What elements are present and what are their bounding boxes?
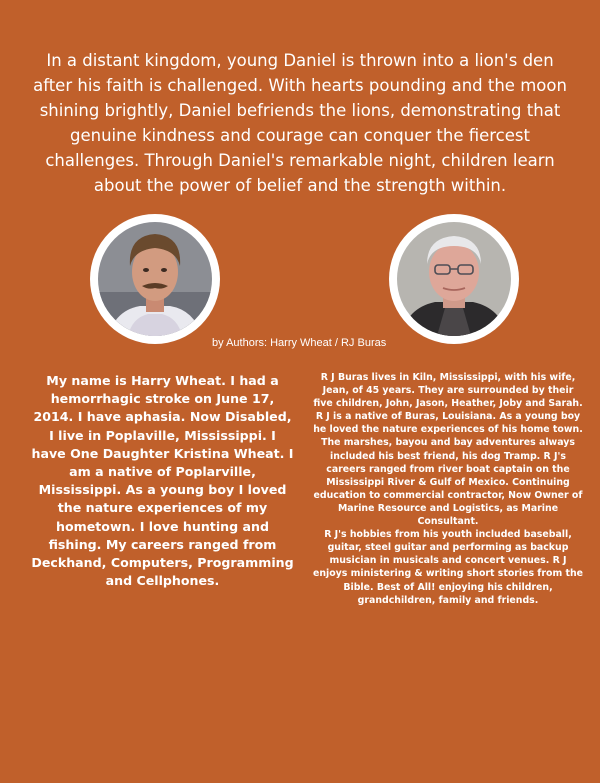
portrait-rj-buras: [397, 222, 511, 336]
bio-harry-wheat: My name is Harry Wheat. I had a hemorrhagic stroke on June 17, 2014. I have aphasia. Now Disabled, I live in Poplaville, Mississippi. I have One Daughter Kristina Wheat. I am a native of Poplarville, Mississippi. As a young boy I loved the nature experiences of my hometown. I love hunting and fishing. My careers ranged from Deckhand, Computers, Programming and Cellphones.: [31, 373, 294, 589]
portrait-harry-wheat: [98, 222, 212, 336]
book-synopsis: In a distant kingdom, young Daniel is thrown into a lion's den after his faith is challenged. With hearts pounding and the moon shining brightly, Daniel befriends the lions, demonstrating that genuine kindness and courage can conquer the fiercest challenges. Through Daniel's remarkable night, children learn about the power of belief and the strength within.: [33, 51, 567, 195]
bio-rj-buras: [313, 371, 583, 607]
authors-byline: by Authors: Harry Wheat / RJ Buras: [212, 337, 387, 349]
author-photo-harry-wheat: [90, 214, 220, 344]
author-photo-rj-buras: [389, 214, 519, 344]
bio-rj-paragraph-2: R J's hobbies from his youth included baseball, guitar, steel guitar and performing as backup musician in musicals and concert venues. R J enjoys ministering & writing short stories from the Bible. Best of All! enjoying his children, grandchildren, family and friends.: [313, 529, 583, 606]
bio-rj-paragraph-1: R J Buras lives in Kiln, Mississippi, with his wife, Jean, of 45 years. They are surrounded by their five children, John, Jason, Heather, Joby and Sarah. R J is a native of Buras, Louisiana. As a young boy he loved the nature experiences of his home town. The marshes, bayou and bay adventures always included his best friend, his dog Tramp. R J's careers ranged from river boat captain on the Mississippi River & Gulf of Mexico. Continuing education to commercial contractor, Now Owner of Marine Resource and Logistics, as Marine Consultant.: [313, 372, 583, 528]
